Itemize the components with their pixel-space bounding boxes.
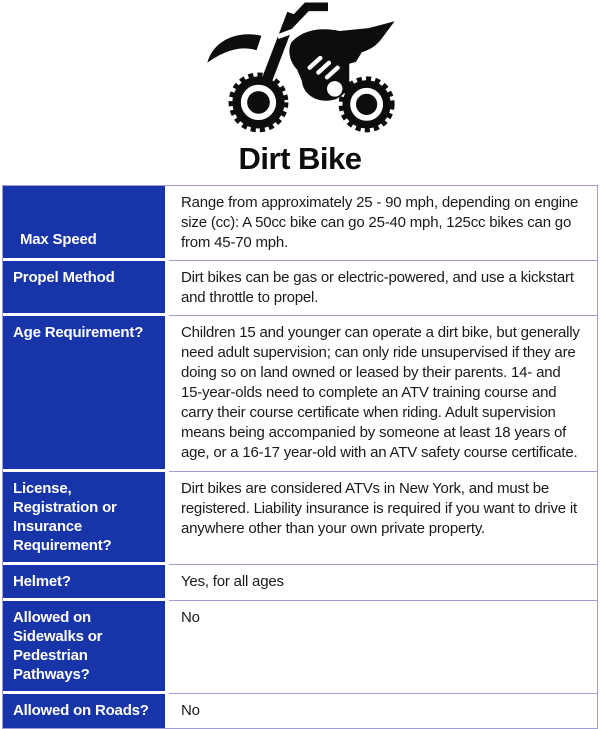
row-value-sidewalks-pedestrian-pathways: No (169, 601, 597, 694)
row-value-helmet: Yes, for all ages (169, 565, 597, 601)
row-value-license-registration-insurance: Dirt bikes are considered ATVs in New York, and must be registered. Liability insurance is required if you want to drive it anywhere other than your own private property. (169, 472, 597, 565)
table-row-max-speed (3, 186, 597, 261)
info-table (2, 185, 598, 729)
row-label-propel-method: Propel Method (3, 261, 169, 316)
row-label-age-requirement: Age Requirement? (3, 316, 169, 472)
table-row-allowed-on-roads (3, 694, 597, 728)
header (0, 0, 600, 176)
table-row-propel-method (3, 261, 597, 316)
table-row-helmet (3, 565, 597, 601)
row-value-age-requirement: Children 15 and younger can operate a dirt bike, but generally need adult supervision; can only ride unsupervised if they are doing so on land owned or leased by their parents. 14- and 15-year-olds need to complete an ATV training course and carry their course certificate when riding. Adult supervision means being accompanied by someone at least 18 years of age, or a 16-17 year-old with an ATV safety course certificate. (169, 316, 597, 472)
table-row-sidewalks-pedestrian-pathways (3, 601, 597, 694)
row-label-helmet: Helmet? (3, 565, 169, 601)
row-label-allowed-on-roads: Allowed on Roads? (3, 694, 169, 728)
row-label-sidewalks-pedestrian-pathways: Allowed on Sidewalks or Pedestrian Pathways? (3, 601, 169, 694)
page-title: Dirt Bike (238, 141, 362, 176)
row-value-allowed-on-roads: No (169, 694, 597, 728)
row-value-propel-method: Dirt bikes can be gas or electric-powered, and use a kickstart and throttle to propel. (169, 261, 597, 316)
table-row-age-requirement (3, 316, 597, 472)
row-value-max-speed: Range from approximately 25 - 90 mph, depending on engine size (cc): A 50cc bike can go 25-40 mph, 125cc bikes can go from 45-70 mph. (169, 186, 597, 261)
row-label-license-registration-insurance: License, Registration or Insurance Requirement? (3, 472, 169, 565)
table-row-license-registration-insurance (3, 472, 597, 565)
row-label-max-speed: Max Speed (3, 186, 169, 261)
dirt-bike-icon (187, 2, 413, 142)
